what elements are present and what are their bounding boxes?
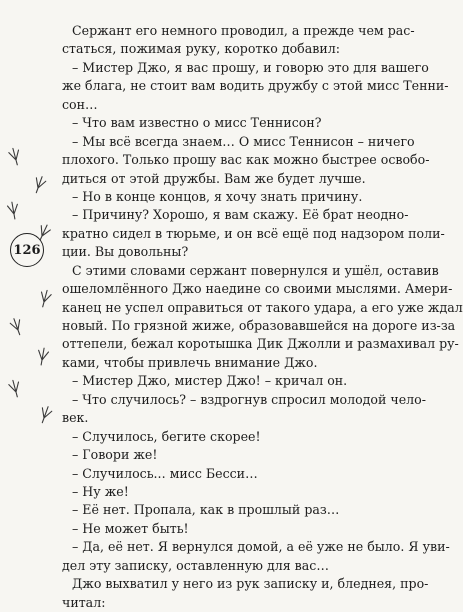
text-line: – Её нет. Пропала, как в прошлый раз…	[72, 502, 340, 518]
text-line: – Мистер Джо, я вас прошу, и говорю это для вашего	[72, 59, 429, 75]
footprint-icon	[32, 175, 47, 194]
text-line: новый. По грязной жиже, образовавшейся на дороге из-за	[62, 318, 456, 333]
text-line: век.	[62, 410, 89, 426]
footprint-icon	[9, 317, 24, 336]
text-line: – Да, её нет. Я вернулся домой, а её уже не было. Я уви-	[72, 539, 450, 555]
text-line: оттепели, бежал коротышка Дик Джолли и размахивал ру-	[62, 336, 459, 352]
footprint-icon	[8, 379, 22, 398]
text-line: С этими словами сержант повернулся и ушёл, оставив	[72, 262, 439, 278]
text-line: – Не может быть!	[72, 520, 189, 536]
text-line: – Случилось... мисс Бесси…	[72, 465, 258, 481]
page-number: 126	[10, 233, 44, 267]
footprint-icon	[36, 347, 49, 365]
text-line: – Мистер Джо, мистер Джо! – кричал он.	[72, 373, 348, 389]
footprint-icon	[38, 289, 52, 308]
footprint-icon	[7, 201, 20, 219]
text-line: – Мы всё всегда знаем… О мисс Теннисон – ничего	[72, 133, 415, 149]
text-line: – Ну же!	[72, 483, 129, 499]
text-line: канец не успел оправиться от такого удара, а его уже ждал	[62, 299, 463, 315]
text-line: Джо выхватил у него из рук записку и, бледнея, про-	[72, 576, 429, 592]
text-line: ции. Вы довольны?	[62, 244, 189, 260]
text-line: статься, пожимая руку, коротко добавил:	[62, 41, 340, 57]
text-line: дел эту записку, оставленную для вас…	[62, 557, 329, 573]
text-line: же блага, не стоит вам водить дружбу с этой мисс Тенни-	[62, 78, 449, 94]
text-line: ошеломлённого Джо наедине со своими мыслями. Амери-	[62, 281, 453, 297]
text-line: читал:	[62, 594, 106, 610]
text-line: – Что случилось? – вздрогнув спросил молодой чело-	[72, 391, 427, 407]
text-line: ками, чтобы привлечь внимание Джо.	[62, 354, 318, 370]
text-line: сон…	[62, 96, 98, 112]
footprint-icon	[8, 147, 22, 166]
text-line: плохого. Только прошу вас как можно быстрее освобо-	[62, 152, 430, 168]
text-line: – Говори же!	[72, 447, 158, 463]
body-text	[62, 22, 463, 612]
text-line: кратно сидел в тюрьме, и он всё ещё под надзором поли-	[62, 225, 445, 241]
text-line: – Что вам известно о мисс Теннисон?	[72, 115, 322, 131]
footprint-icon	[38, 405, 53, 424]
text-line: Сержант его немного проводил, а прежде чем рас-	[72, 23, 415, 38]
text-line: диться от этой дружбы. Вам же будет лучше.	[62, 170, 366, 186]
text-line: – Случилось, бегите скорее!	[72, 428, 261, 444]
text-line: – Причину? Хорошо, я вам скажу. Её брат неодно-	[72, 207, 409, 223]
text-line: – Но в конце концов, я хочу знать причину.	[72, 188, 363, 204]
